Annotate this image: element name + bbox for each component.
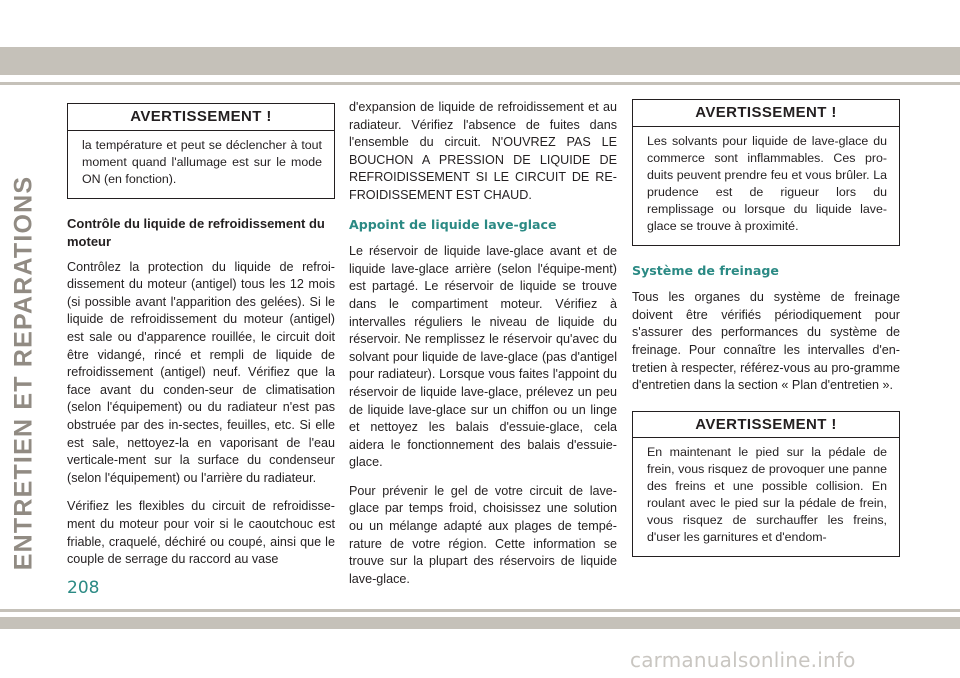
paragraph-coolant-continued: d'expansion de liquide de refroidissement et au radiateur. Vérifiez l'absence de fuites dans l'ensemble du circuit. N'OUVREZ PAS LE BOUCHON A PRESSION DE LIQUIDE DE REFROIDISSEMENT SI LE CIRCUIT DE RE-FROIDISSEMENT EST CHAUD. — [349, 100, 617, 202]
warning-body: Les solvants pour liquide de lave-glace du commerce sont inflammables. Ces pro-duits peuvent prendre feu et vous brûler. La prudence est de rigueur lors du remplissage ou lorsque du liquide lave-glace se trouve à proximité. — [647, 133, 887, 233]
warning-box-temperature — [67, 103, 335, 199]
column-middle — [349, 99, 617, 599]
heading-coolant-check: Contrôle du liquide de refroidissement du moteur — [67, 215, 325, 249]
warning-box-solvents — [632, 99, 900, 246]
warning-title: AVERTISSEMENT ! — [633, 412, 899, 439]
warning-title: AVERTISSEMENT ! — [633, 100, 899, 127]
heading-washer-fluid: Appoint de liquide lave-glace — [349, 216, 557, 232]
warning-title: AVERTISSEMENT ! — [68, 104, 334, 131]
warning-body: la température et peut se déclencher à tout moment quand l'allumage est sur le mode ON (en fonction). — [82, 137, 322, 186]
column-left — [67, 99, 335, 580]
paragraph-coolant-hoses: Vérifiez les flexibles du circuit de refroidisse-ment du moteur pour voir si le caoutchouc est friable, craquelé, déchiré ou coupé, ainsi que le couple de serrage du raccord au vase — [67, 499, 335, 567]
page-number: 208 — [67, 578, 100, 598]
bottom-rule — [0, 609, 960, 612]
column-right — [632, 99, 900, 573]
warning-body: En maintenant le pied sur la pédale de frein, vous risquez de provoquer une panne des freins et une possible collision. En roulant avec le pied sur la pédale de frein, vous risquez de surchauffer les freins, d'user les garnitures et d'endom- — [647, 445, 887, 545]
paragraph-brake-system: Tous les organes du système de freinage doivent être vérifiés périodiquement pour s'assurer des performances du système de freinage. Pour connaître les intervalles d'en-tretien à respecter, référez-vous au pro-gramme d'entretien dans la section « Plan d'entretien ». — [632, 290, 900, 393]
top-decorative-band — [0, 47, 960, 75]
paragraph-coolant-protection: Contrôlez la protection du liquide de refroi-dissement du moteur (antigel) tous les 12 mois (si possible avant l'apparition des gelées). Si le liquide de refroidissement du moteur (antigel) est sale ou d'apparence rouillée, le circuit doit être vidangé, rincé et rempli de liquide de refroidissement (antigel) neuf. Vérifiez que la face avant du conden-seur de climatisation (selon l'équipement) ou du radiateur n'est pas obstruée par des in-sectes, feuilles, etc. Si elle est sale, nettoyez-la en vaporisant de l'eau verticale-ment sur la surface du condenseur (selon l'équipement) ou l'arrière du radiateur. — [67, 259, 335, 485]
heading-brake-system: Système de freinage — [632, 262, 779, 278]
section-side-title: ENTRETIEN ET REPARATIONS — [9, 175, 38, 571]
warning-box-brake-pedal — [632, 411, 900, 558]
top-rule — [0, 82, 960, 85]
paragraph-washer-reservoir: Le réservoir de liquide lave-glace avant et de liquide lave-glace arrière (selon l'équipe-ment) est partagé. Le réservoir de liquide se trouve dans le compartiment moteur. Vérifiez à intervalles réguliers le niveau de liquide du réservoir. Ne remplissez le réservoir qu'avec du solvant pour liquide de lave-glace (pas d'antigel pour radiateur). Lorsque vous faites l'appoint du réservoir de liquide lave-glace, prélevez un peu de liquide lave-glace sur un chiffon ou un linge et nettoyez les balais d'essuie-glace, cela aidera le fonctionnement des balais d'essuie-glace. — [349, 244, 617, 470]
watermark-text: carmanualsonline.info — [630, 648, 856, 672]
paragraph-washer-freeze: Pour prévenir le gel de votre circuit de lave-glace par temps froid, choisissez une solution ou un mélange adapté aux plages de tempé-rature de votre région. Cette information se trouve sur la plupart des réservoirs de liquide lave-glace. — [349, 483, 617, 586]
bottom-decorative-band — [0, 617, 960, 629]
